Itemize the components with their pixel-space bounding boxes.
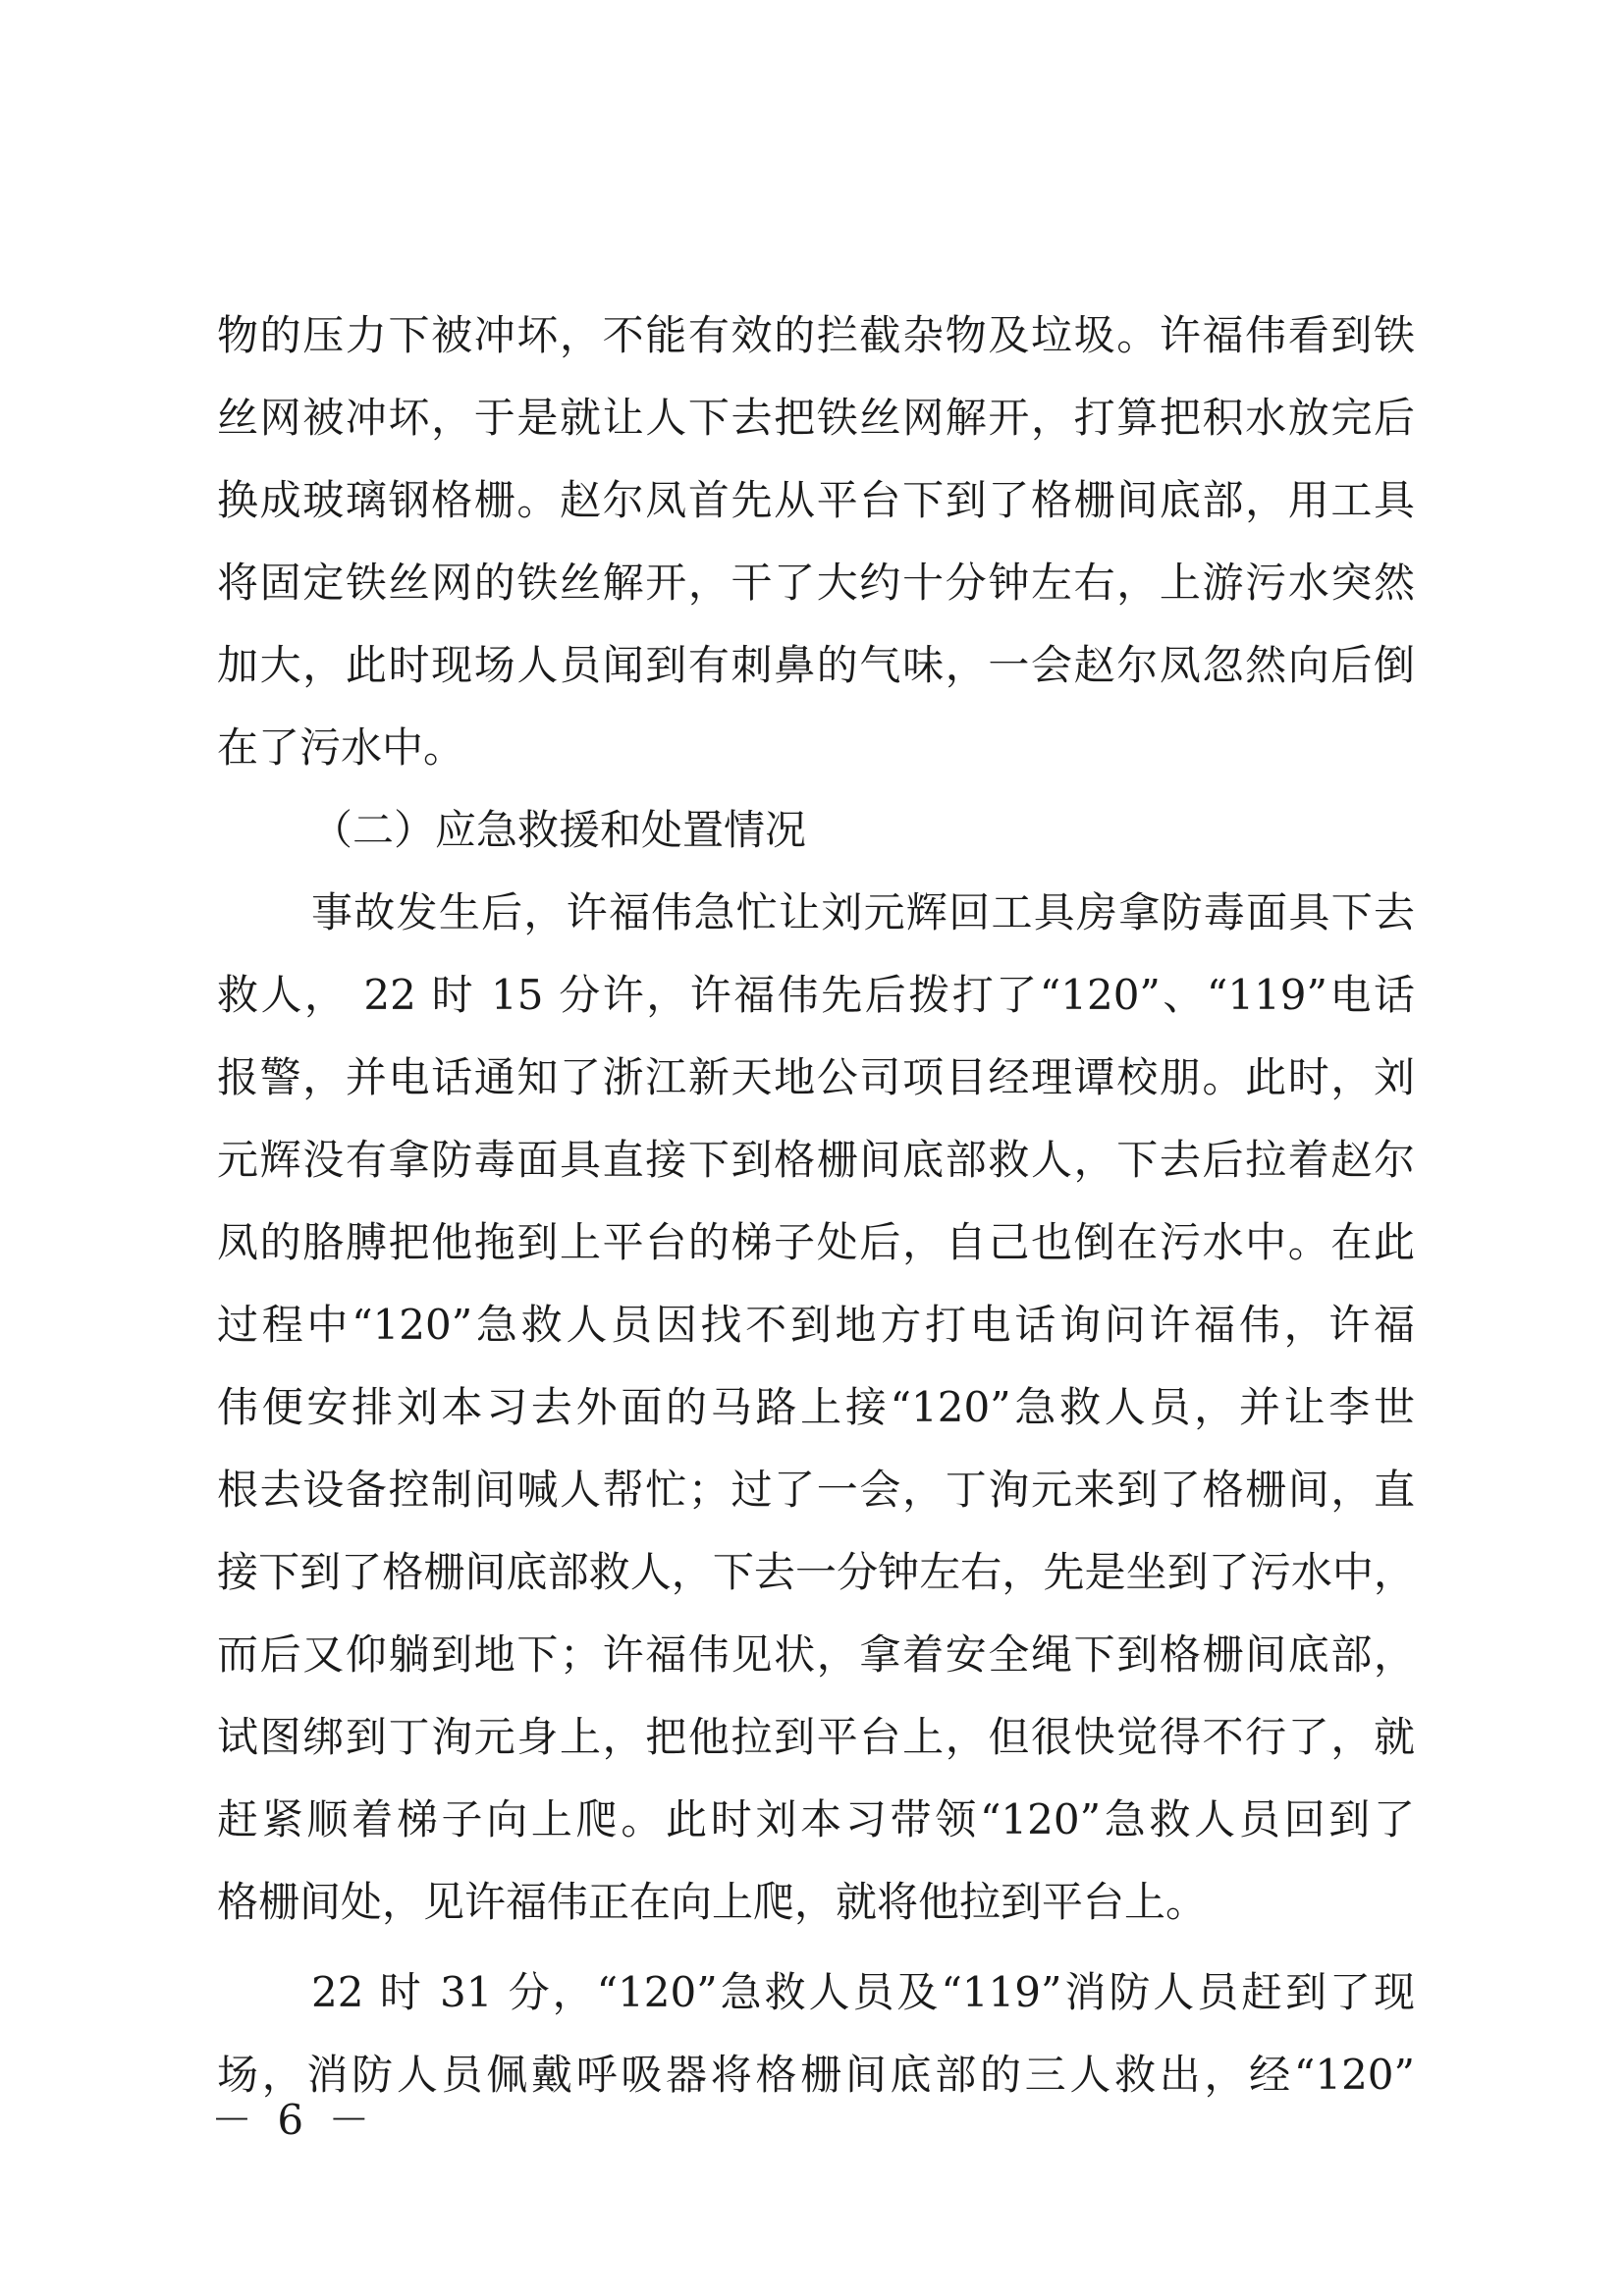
paragraph-line: 过程中“120”急救人员因找不到地方打电话询问许福伟，许福 [217,1301,1415,1349]
paragraph-line: 在了污水中。 [217,723,465,772]
paragraph-line: 而后又仰躺到地下；许福伟见状，拿着安全绳下到格栅间底部， [217,1630,1415,1679]
page-number: － 6 － [211,2096,376,2144]
paragraph-line: 伟便安排刘本习去外面的马路上接“120”急救人员，并让李世 [217,1383,1415,1431]
paragraph-line: 丝网被冲坏，于是就让人下去把铁丝网解开，打算把积水放完后 [217,394,1415,442]
paragraph-line: 物的压力下被冲坏，不能有效的拦截杂物及垃圾。许福伟看到铁 [217,311,1415,359]
paragraph-line: 根去设备控制间喊人帮忙；过了一会，丁洵元来到了格栅间，直 [217,1466,1415,1514]
paragraph-line: 赶紧顺着梯子向上爬。此时刘本习带领“120”急救人员回到了 [217,1795,1415,1843]
body-text [217,294,1415,2116]
paragraph-line: 凤的胳膊把他拖到上平台的梯子处后，自己也倒在污水中。在此 [217,1218,1415,1266]
paragraph-line: 事故发生后，许福伟急忙让刘元辉回工具房拿防毒面具下去 [311,888,1415,936]
paragraph-line: 接下到了格栅间底部救人，下去一分钟左右，先是坐到了污水中， [217,1548,1415,1596]
paragraph-line: 报警，并电话通知了浙江新天地公司项目经理谭校朋。此时，刘 [217,1053,1415,1101]
paragraph-line: 救人， 22 时 15 分许，许福伟先后拨打了“120”、“119”电话 [217,971,1415,1019]
paragraph-line: 将固定铁丝网的铁丝解开，干了大约十分钟左右，上游污水突然 [217,559,1415,607]
paragraph-line: 22 时 31 分，“120”急救人员及“119”消防人员赶到了现 [311,1968,1415,2016]
paragraph-line: 试图绑到丁洵元身上，把他拉到平台上，但很快觉得不行了，就 [217,1713,1415,1761]
paragraph-line: 加大，此时现场人员闻到有刺鼻的气味，一会赵尔凤忽然向后倒 [217,641,1415,689]
paragraph-line: 场，消防人员佩戴呼吸器将格栅间底部的三人救出，经“120” [217,2051,1415,2099]
section-heading: （二）应急救援和处置情况 [311,806,807,854]
paragraph-line: 格栅间处，见许福伟正在向上爬，就将他拉到平台上。 [217,1878,1208,1926]
paragraph-line: 换成玻璃钢格栅。赵尔凤首先从平台下到了格栅间底部，用工具 [217,476,1415,524]
paragraph-line: 元辉没有拿防毒面具直接下到格栅间底部救人，下去后拉着赵尔 [217,1136,1415,1184]
